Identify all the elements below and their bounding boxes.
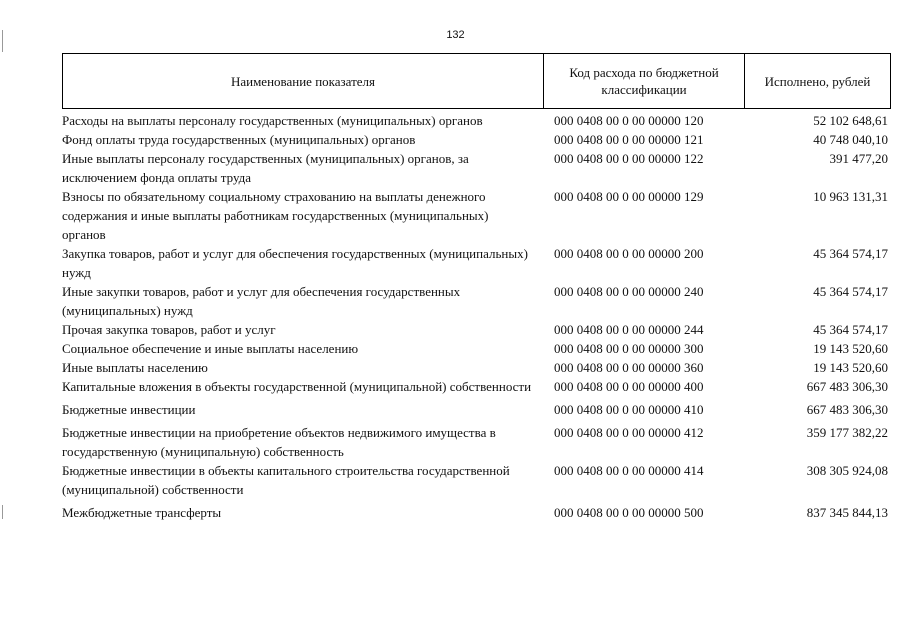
row-code: 000 0408 00 0 00 00000 244 [554, 322, 704, 337]
row-name: Иные выплаты персоналу государственных (муниципальных) органов, за исключением фонда оплаты труда [62, 151, 469, 185]
row-amount: 40 748 040,10 [813, 132, 888, 147]
row-name: Фонд оплаты труда государственных (муниципальных) органов [62, 132, 416, 147]
row-amount: 45 364 574,17 [813, 322, 888, 337]
table-body [62, 111, 891, 522]
table-row [62, 423, 891, 461]
scan-edge-mark [2, 505, 3, 519]
row-name: Иные закупки товаров, работ и услуг для обеспечения государственных (муниципальных) нужд [62, 284, 461, 318]
row-name: Взносы по обязательному социальному страхованию на выплаты денежного содержания и иные выплаты работникам государственных (муниципальных) органов [62, 189, 489, 242]
row-code: 000 0408 00 0 00 00000 120 [554, 113, 704, 128]
row-code: 000 0408 00 0 00 00000 414 [554, 463, 704, 478]
row-code: 000 0408 00 0 00 00000 410 [554, 402, 704, 417]
page-number: 132 [446, 29, 465, 41]
table-row [62, 461, 891, 499]
table-row [62, 149, 891, 187]
header-amount: Исполнено, рублей [764, 73, 871, 89]
row-amount: 45 364 574,17 [813, 246, 888, 261]
row-name: Иные выплаты населению [62, 360, 208, 375]
header-name: Наименование показателя [63, 54, 544, 108]
row-amount: 667 483 306,30 [806, 402, 888, 417]
row-name: Капитальные вложения в объекты государственной (муниципальной) собственности [62, 379, 532, 394]
table-row [62, 339, 891, 358]
table-header [62, 53, 891, 109]
row-name: Социальное обеспечение и иные выплаты населению [62, 341, 359, 356]
table-row [62, 320, 891, 339]
row-code: 000 0408 00 0 00 00000 129 [554, 189, 704, 204]
row-name: Бюджетные инвестиции в объекты капитального строительства государственной (муниципальной) собственности [62, 463, 510, 497]
row-amount: 10 963 131,31 [813, 189, 888, 204]
row-amount: 308 305 924,08 [806, 463, 888, 478]
table-row [62, 400, 891, 419]
row-code: 000 0408 00 0 00 00000 412 [554, 425, 704, 440]
table-row [62, 130, 891, 149]
table-row [62, 377, 891, 396]
row-code: 000 0408 00 0 00 00000 300 [554, 341, 704, 356]
table-row [62, 358, 891, 377]
row-code: 000 0408 00 0 00 00000 500 [554, 505, 704, 520]
row-code: 000 0408 00 0 00 00000 240 [554, 284, 704, 299]
row-code: 000 0408 00 0 00 00000 200 [554, 246, 704, 261]
row-amount: 19 143 520,60 [813, 360, 888, 375]
row-name: Закупка товаров, работ и услуг для обеспечения государственных (муниципальных) нужд [62, 246, 528, 280]
row-code: 000 0408 00 0 00 00000 400 [554, 379, 704, 394]
row-code: 000 0408 00 0 00 00000 360 [554, 360, 704, 375]
row-code: 000 0408 00 0 00 00000 122 [554, 151, 704, 166]
header-code: Код расхода по бюджетной классификации [544, 54, 745, 108]
row-amount: 359 177 382,22 [806, 425, 888, 440]
row-amount: 667 483 306,30 [806, 379, 888, 394]
table-row [62, 187, 891, 244]
row-amount: 837 345 844,13 [806, 505, 888, 520]
row-name: Бюджетные инвестиции на приобретение объектов недвижимого имущества в государственную (муниципальную) собственность [62, 425, 496, 459]
row-name: Расходы на выплаты персоналу государственных (муниципальных) органов [62, 113, 483, 128]
table-row [62, 503, 891, 522]
row-amount: 52 102 648,61 [813, 113, 888, 128]
row-amount: 19 143 520,60 [813, 341, 888, 356]
table-row [62, 111, 891, 130]
row-name: Прочая закупка товаров, работ и услуг [62, 322, 276, 337]
row-amount: 45 364 574,17 [813, 284, 888, 299]
row-amount: 391 477,20 [829, 151, 888, 166]
row-name: Бюджетные инвестиции [62, 402, 196, 417]
table-row [62, 244, 891, 282]
row-code: 000 0408 00 0 00 00000 121 [554, 132, 704, 147]
row-name: Межбюджетные трансферты [62, 505, 222, 520]
table-row [62, 282, 891, 320]
